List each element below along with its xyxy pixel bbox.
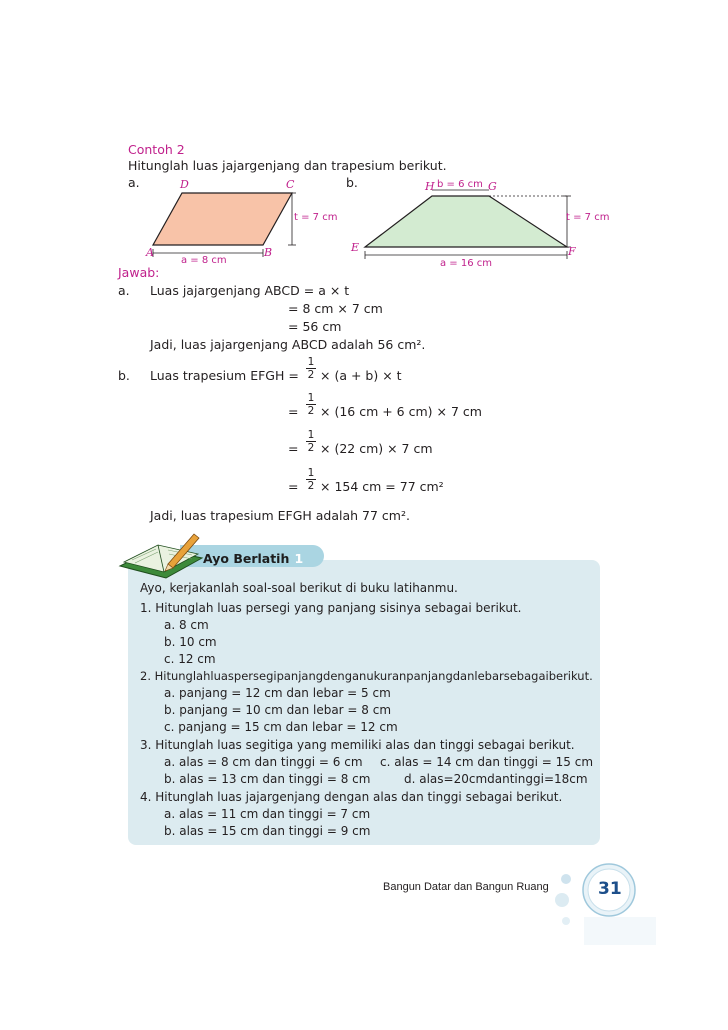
question-2b: b. panjang = 10 cm dan lebar = 8 cm	[164, 703, 392, 717]
vertex-c-label: C	[286, 178, 295, 191]
equals-sign: =	[288, 404, 299, 419]
solution-b-conclusion: Jadi, luas trapesium EFGH adalah 77 cm².	[150, 508, 410, 523]
fraction-half: 1 2	[307, 356, 315, 381]
question-2: 2. Hitunglahluaspersegipanjangdenganukuranpanjangdanlebarsebagaiberikut.	[140, 669, 593, 683]
solution-b-marker: b.	[118, 368, 130, 383]
question-3c: c. alas = 14 cm dan tinggi = 15 cm	[380, 755, 594, 769]
fraction-half: 1 2	[307, 429, 315, 454]
solution-b-line1-suffix: × (a + b) × t	[320, 368, 402, 383]
solution-b-line1-prefix: Luas trapesium EFGH =	[150, 368, 299, 383]
part-b-marker: b.	[346, 175, 358, 190]
example-heading: Contoh 2	[128, 142, 185, 157]
exercise-title	[203, 548, 303, 567]
question-4a: a. alas = 11 cm dan tinggi = 7 cm	[164, 807, 371, 821]
parallelogram-shape	[153, 193, 292, 245]
question-1b: b. 10 cm	[164, 635, 217, 649]
parallelogram-height-label: t = 7 cm	[294, 212, 338, 223]
question-3b: b. alas = 13 cm dan tinggi = 8 cm	[164, 772, 371, 786]
book-icon	[116, 528, 208, 580]
question-2c: c. panjang = 15 cm dan lebar = 12 cm	[164, 720, 398, 734]
vertex-e-label: E	[351, 241, 360, 254]
vertex-a-label: A	[146, 246, 154, 259]
question-4b: b. alas = 15 cm dan tinggi = 9 cm	[164, 824, 371, 838]
question-1a: a. 8 cm	[164, 618, 209, 632]
example-instruction: Hitunglah luas jajargenjang dan trapesium berikut.	[128, 158, 447, 173]
exercise-intro: Ayo, kerjakanlah soal-soal berikut di buku latihanmu.	[140, 581, 458, 595]
part-a-marker: a.	[128, 175, 140, 190]
trapezoid-base-label: a = 16 cm	[440, 258, 493, 269]
parallelogram-figure	[140, 185, 350, 270]
solution-a-line2: = 8 cm × 7 cm	[288, 301, 383, 316]
trapezoid-figure	[355, 185, 625, 265]
question-2a: a. panjang = 12 cm dan lebar = 5 cm	[164, 686, 391, 700]
parallelogram-base-label: a = 8 cm	[181, 255, 227, 266]
question-1c: c. 12 cm	[164, 652, 216, 666]
question-3: 3. Hitunglah luas segitiga yang memiliki alas dan tinggi sebagai berikut.	[140, 738, 575, 752]
solution-a-line1: Luas jajargenjang ABCD = a × t	[150, 283, 350, 298]
chapter-title: Bangun Datar dan Bangun Ruang	[383, 881, 549, 893]
page-number: 31	[598, 879, 622, 899]
fraction-half: 1 2	[307, 467, 315, 492]
solution-b-line3: × (22 cm) × 7 cm	[320, 441, 433, 456]
vertex-d-label: D	[180, 178, 189, 191]
fraction-half: 1 2	[307, 392, 315, 417]
solution-a-marker: a.	[118, 283, 130, 298]
question-4: 4. Hitunglah luas jajargenjang dengan alas dan tinggi sebagai berikut.	[140, 790, 563, 804]
vertex-h-label: H	[425, 180, 435, 193]
vertex-b-label: B	[264, 246, 273, 259]
question-3a: a. alas = 8 cm dan tinggi = 6 cm	[164, 755, 363, 769]
solution-b-line4: × 154 cm = 77 cm²	[320, 479, 444, 494]
exercise-number: 1	[294, 551, 304, 566]
question-3d: d. alas=20cmdantinggi=18cm	[404, 772, 588, 786]
vertex-g-label: G	[488, 180, 497, 193]
trapezoid-height-label: t = 7 cm	[566, 212, 610, 223]
solution-a-line3: = 56 cm	[288, 319, 342, 334]
exercise-title-text: Ayo Berlatih	[203, 551, 290, 566]
page-badge-decoration	[552, 855, 656, 945]
equals-sign: =	[288, 441, 299, 456]
question-1: 1. Hitunglah luas persegi yang panjang sisinya sebagai berikut.	[140, 601, 522, 615]
solution-heading: Jawab:	[118, 265, 160, 280]
solution-a-conclusion: Jadi, luas jajargenjang ABCD adalah 56 cm².	[150, 337, 426, 352]
vertex-f-label: F	[568, 245, 576, 258]
equals-sign: =	[288, 479, 299, 494]
trapezoid-shape	[365, 196, 567, 247]
trapezoid-top-label: b = 6 cm	[437, 179, 483, 190]
solution-b-line2: × (16 cm + 6 cm) × 7 cm	[320, 404, 482, 419]
